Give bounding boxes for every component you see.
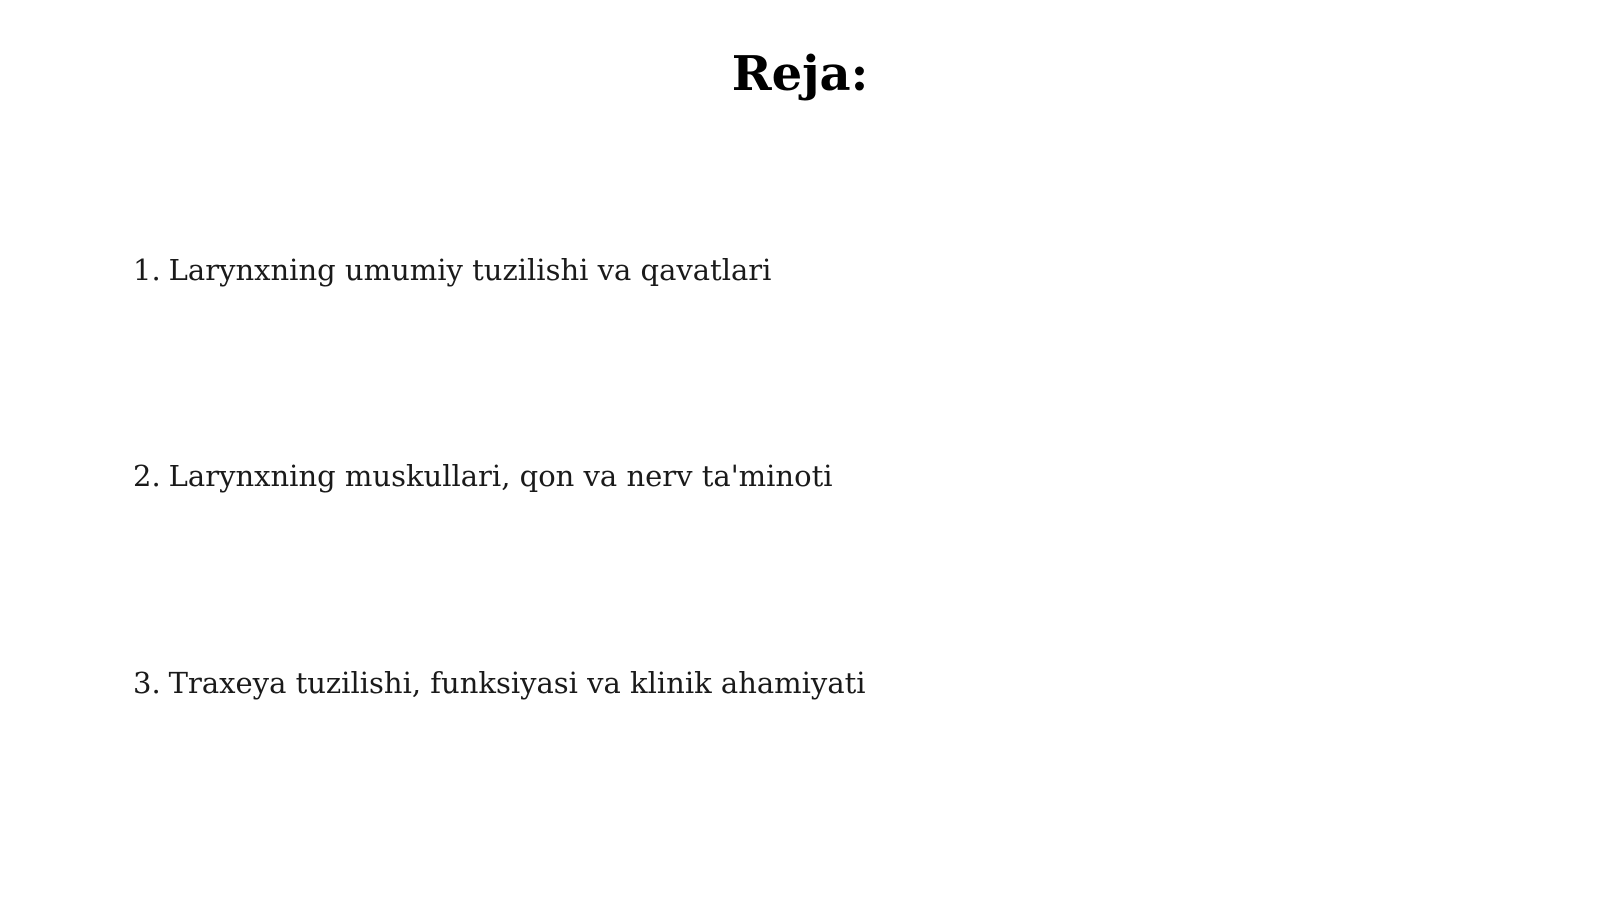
plan-item-text: Larynxning muskullari, qon va nerv ta'minoti: [168, 459, 833, 493]
plan-item: [133, 456, 833, 496]
plan-item: [133, 663, 866, 703]
plan-item-number: 1.: [133, 253, 161, 287]
plan-item: [133, 250, 771, 290]
plan-item-text: Traxeya tuzilishi, funksiyasi va klinik ahamiyati: [168, 666, 866, 700]
slide-title: Reja:: [731, 46, 869, 102]
plan-item-number: 3.: [133, 666, 161, 700]
plan-item-number: 2.: [133, 459, 161, 493]
plan-item-text: Larynxning umumiy tuzilishi va qavatlari: [168, 253, 772, 287]
